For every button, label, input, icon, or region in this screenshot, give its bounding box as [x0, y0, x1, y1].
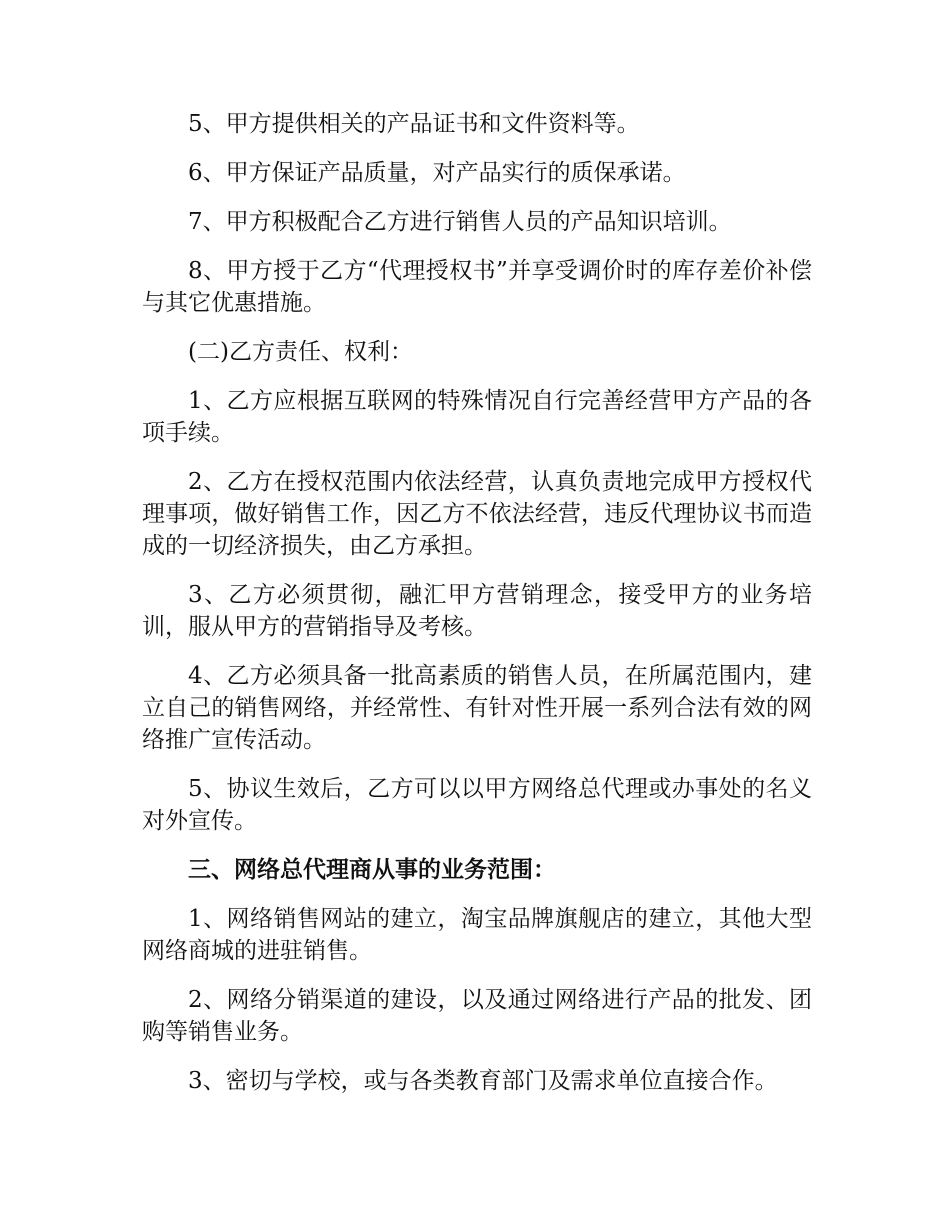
- paragraph: 7、甲方积极配合乙方进行销售人员的产品知识培训。: [188, 209, 732, 235]
- paragraph: 3、乙方必须贯彻，融汇甲方营销理念，接受甲方的业务培训，服从甲方的营销指导及考核。: [142, 582, 812, 640]
- section-subheading: (二)乙方责任、权利：: [188, 339, 413, 365]
- paragraph: 3、密切与学校，或与各类教育部门及需求单位直接合作。: [188, 1068, 778, 1094]
- paragraph: 2、网络分销渠道的建设，以及通过网络进行产品的批发、团购等销售业务。: [142, 987, 812, 1045]
- paragraph: 1、乙方应根据互联网的特殊情况自行完善经营甲方产品的各项手续。: [142, 388, 812, 446]
- paragraph: 4、乙方必须具备一批高素质的销售人员，在所属范围内，建立自己的销售网络，并经常性、有针对性开展一系列合法有效的网络推广宣传活动。: [142, 663, 812, 753]
- section-heading: 三、网络总代理商从事的业务范围：: [188, 856, 556, 883]
- paragraph: 6、甲方保证产品质量，对产品实行的质保承诺。: [188, 160, 686, 186]
- paragraph: 5、协议生效后，乙方可以以甲方网络总代理或办事处的名义对外宣传。: [142, 776, 812, 834]
- paragraph: 8、甲方授于乙方“代理授权书”并享受调价时的库存差价补偿与其它优惠措施。: [142, 258, 812, 316]
- paragraph: 2、乙方在授权范围内依法经营，认真负责地完成甲方授权代理事项，做好销售工作，因乙方不依法经营，违反代理协议书而造成的一切经济损失，由乙方承担。: [142, 469, 812, 559]
- paragraph: 5、甲方提供相关的产品证书和文件资料等。: [188, 111, 640, 137]
- paragraph: 1、网络销售网站的建立，淘宝品牌旗舰店的建立，其他大型网络商城的进驻销售。: [142, 906, 812, 964]
- document-page: [142, 108, 812, 1114]
